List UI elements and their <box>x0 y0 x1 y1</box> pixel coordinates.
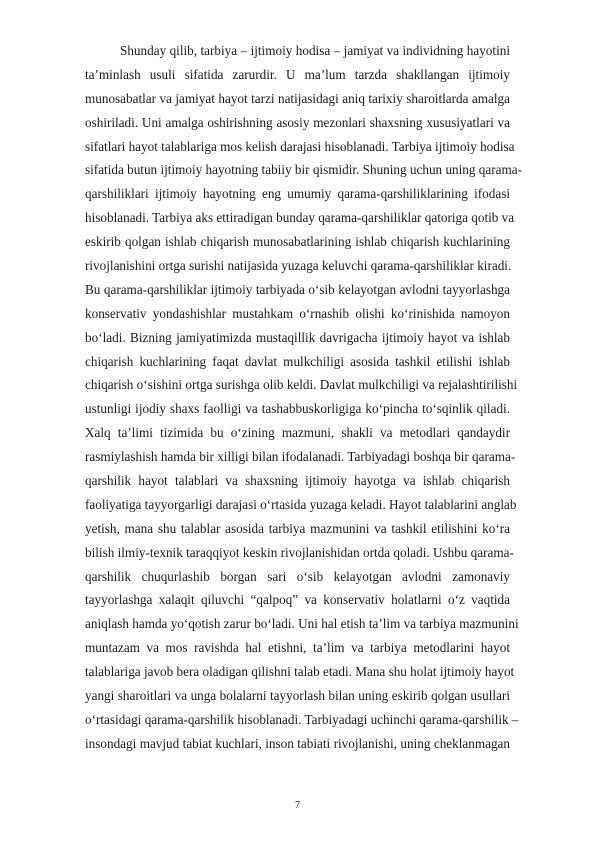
text-line: yangi sharoitlari va unga bolalarni tayyorlash bilan uning eskirib qolgan usullari <box>85 688 510 704</box>
text-line: faoliyatiga tayyorgarligi darajasi o‘rtasida yuzaga keladi. Hayot talablarini anglab <box>85 496 517 512</box>
text-line: aniqlash hamda yo‘qotish zarur bo‘ladi. Uni hal etish ta’lim va tarbiya mazmunini <box>85 616 519 632</box>
text-line: qarshilik hayot talablari va shaxsning ijtimoiy hayotga va ishlab chiqarish <box>85 473 510 489</box>
text-line: qarshilik chuqurlashib borgan sari o‘sib kelayotgan avlodni zamonaviy <box>85 568 510 584</box>
text-line: ta’minlash usuli sifatida zarurdir. U ma’lum tarzda shakllangan ijtimoiy <box>85 66 510 82</box>
text-line: bo‘ladi. Bizning jamiyatimizda mustaqillik davrigacha ijtimoiy hayot va ishlab <box>85 329 510 345</box>
text-line: tayyorlashga xalaqit qiluvchi “qalpoq” va konservativ holatlarni o‘z vaqtida <box>85 592 510 608</box>
body-paragraph <box>85 39 522 756</box>
text-line: rivojlanishini ortga surishi natijasida yuzaga keluvchi qarama-qarshiliklar kiradi. <box>85 258 512 274</box>
text-line: rasmiylashish hamda bir xilligi bilan ifodalanadi. Tarbiyadagi boshqa bir qarama- <box>85 449 516 465</box>
text-line: yetish, mana shu talablar asosida tarbiya mazmunini va tashkil etilishini ko‘ra <box>85 520 510 536</box>
text-line: ustunligi ijodiy shaxs faolligi va tashabbuskorligiga ko‘pincha to‘sqinlik qiladi. <box>85 401 510 417</box>
text-line: chiqarish o‘sishini ortga surishga olib keldi. Davlat mulkchiligi va rejalashtirilishi <box>85 377 518 393</box>
text-line: eskirib qolgan ishlab chiqarish munosabatlarining ishlab chiqarish kuchlarining <box>85 234 510 250</box>
text-line: Shunday qilib, tarbiya – ijtimoiy hodisa – jamiyat va individning hayotini <box>120 43 510 58</box>
text-line: sifatida butun ijtimoiy hayotning tabiiy bir qismidir. Shuning uchun uning qarama- <box>85 162 522 178</box>
text-line: talablariga javob bera oladigan qilishni talab etadi. Mana shu holat ijtimoiy hayot <box>85 664 515 680</box>
text-line: o‘rtasidagi qarama-qarshilik hisoblanadi. Tarbiyadagi uchinchi qarama-qarshilik – <box>85 711 519 727</box>
text-line: chiqarish kuchlarining faqat davlat mulkchiligi asosida tashkil etilishi ishlab <box>85 353 510 369</box>
text-line: bilish ilmiy-texnik taraqqiyot keskin rivojlanishidan ortda qoladi. Ushbu qarama- <box>85 544 514 560</box>
text-line: Bu qarama-qarshiliklar ijtimoiy tarbiyada o‘sib kelayotgan avlodni tayyorlashga <box>85 281 510 297</box>
text-line: munosabatlar va jamiyat hayot tarzi natijasidagi aniq tarixiy sharoitlarda amalga <box>85 90 510 106</box>
text-line: oshiriladi. Uni amalga oshirishning asosiy mezonlari shaxsning xususiyatlari va <box>85 114 510 130</box>
text-line: muntazam va mos ravishda hal etishni, ta’lim va tarbiya metodlarini hayot <box>85 640 510 656</box>
page-number: 7 <box>295 800 300 811</box>
text-line: qarshiliklari ijtimoiy hayotning eng umumiy qarama-qarshiliklarining ifodasi <box>85 186 510 202</box>
text-line: hisoblanadi. Tarbiya aks ettiradigan bunday qarama-qarshiliklar qatoriga qotib va <box>85 210 515 226</box>
text-line: Xalq ta’limi tizimida bu o‘zining mazmuni, shakli va metodlari qandaydir <box>85 425 510 441</box>
text-line: konservativ yondashishlar mustahkam o‘rnashib olishi ko‘rinishida namoyon <box>85 305 510 321</box>
text-line: sifatlari hayot talablariga mos kelish darajasi hisoblanadi. Tarbiya ijtimoiy hodisa <box>85 138 515 154</box>
text-line: insondagi mavjud tabiat kuchlari, inson tabiati rivojlanishi, uning cheklanmagan <box>85 735 510 751</box>
